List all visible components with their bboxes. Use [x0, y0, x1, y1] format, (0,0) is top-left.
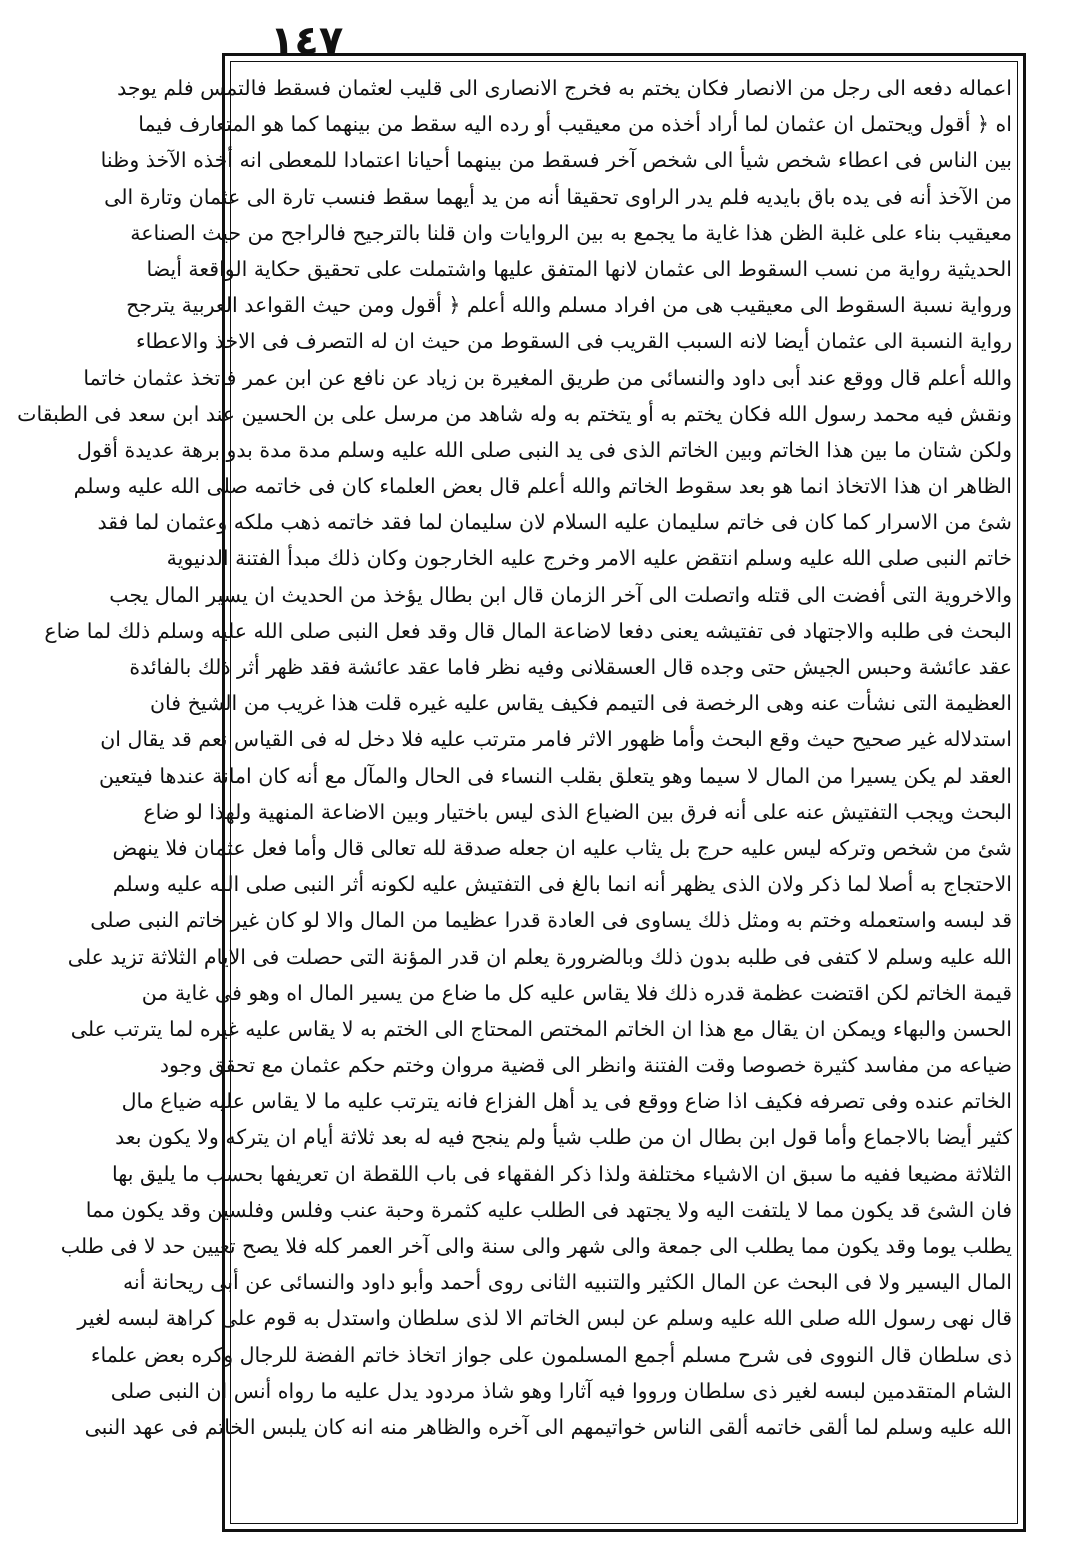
text-line: العقد لم يكن يسيرا من المال لا سيما وهو يتعلق بقلب النساء فى الحال والمآل مع أنه كان امانة عندها فيتعين — [98, 763, 1012, 788]
text-line: كثير أيضا بالاجماع وأما قول ابن بطال ان من طلب شيأ ولم ينجح فيه له بعد ثلاثة أيام ان يتركه ولا يكون بعد — [115, 1125, 1012, 1150]
text-line: قد لبسه واستعمله وختم به ومثل ذلك يساوى فى العادة قدرا عظيما من المال والا لو كان غير خاتم النبى صلى — [90, 908, 1012, 933]
text-line: البحث ويجب التفتيش عنه على أنه فرق بين الضياع الذى ليس باختيار وبين الاضاعة المنهية ولهذا لو ضاع — [143, 799, 1012, 824]
text-line: الله عليه وسلم لا كتفى فى طلبه بدون ذلك وبالضرورة يعلم ان قدر المؤنة التى حصلت فى الايام الثلاثة تزيد على — [67, 944, 1012, 969]
page-number: ١٤٧ — [270, 18, 344, 64]
text-line: خاتم النبى صلى الله عليه وسلم انتقض عليه الامر وخرج عليه الخارجون وكان ذلك مبدأ الفتنة الدنيوية — [166, 546, 1012, 571]
text-line: فان الشئ قد يكون مما لا يلتفت اليه ولا يجتهد فى الطلب عليه كثمرة وحبة عنب وفلس وفلسين وقد يكون مما — [85, 1197, 1012, 1222]
text-line: ولكن شتان ما بين هذا الخاتم وبين الخاتم الذى فى يد النبى صلى الله عليه وسلم مدة مدة بدو برهة عديدة أقول — [76, 437, 1012, 462]
text-line: رواية النسبة الى عثمان أيضا لانه السبب القريب فى السقوط من حيث ان له التصرف فى الاخذ والاعطاء — [136, 329, 1012, 354]
text-line: معيقيب بناء على غلبة الظن هذا غاية ما يجمع به بين الروايات وان قلنا بالترجيح فالراجح من حيث الصناعة — [130, 220, 1012, 245]
text-line: والاخروية التى أفضت الى قتله واتصلت الى آخر الزمان قال ابن بطال يؤخذ من الحديث ان يسير المال يجب — [109, 582, 1012, 607]
text-line: والله أعلم قال ووقع عند أبى داود والنسائى من طريق المغيرة بن زياد عن نافع عن ابن عمر فاتخذ عثمان خاتما — [83, 365, 1012, 390]
text-line: ورواية نسبة السقوط الى معيقيب هى من افراد مسلم والله أعلم ﴿ أقول ومن حيث القواعد العربية يترجح — [126, 293, 1012, 318]
text-line: شئ من شخص وتركه ليس عليه حرج بل يثاب عليه ان جعله صدقة لله تعالى قال وأما فعل عثمان فلا ينهض — [112, 835, 1012, 860]
text-line: اعماله دفعه الى رجل من الانصار فكان يختم به فخرج الانصارى الى قليب لعثمان فسقط فالتمس فلم يوجد — [117, 76, 1012, 100]
text-line: ونقش فيه محمد رسول الله فكان يختم به أو يتختم به وله شاهد من مرسل على بن الحسين عند ابن سعد فى الطبقات — [17, 401, 1012, 426]
text-line: الشام المتقدمين لبسه لغير ذى سلطان ورووا فيه آثارا وهو شاذ مردود يدل عليه ما رواه أنس ان النبى صلى — [110, 1378, 1012, 1403]
text-line: ذى سلطان قال النووى فى شرح مسلم أجمع المسلمون على جواز اتخاذ خاتم الفضة للرجال وكره بعض علماء — [90, 1342, 1012, 1367]
text-line: قال نهى رسول الله صلى الله عليه وسلم عن لبس الخاتم الا لذى سلطان واستدل به قوم على كراهة لبسه لغير — [77, 1306, 1012, 1331]
text-line: استدلاله غير صحيح حيث وقع البحث وأما ظهور الاثر فامر مترتب عليه فلا دخل له فى القياس نعم قد يقال ان — [100, 727, 1012, 752]
text-line: الله عليه وسلم لما ألقى خاتمه ألقى الناس خواتيمهم الى آخره والظاهر منه انه كان يلبس الخاتم فى عهد النبى — [84, 1414, 1012, 1439]
text-line: البحث فى طلبه والاجتهاد فى تفتيشه يعنى دفعا لاضاعة المال قال وقد فعل النبى صلى الله عليه وسلم ذلك لما ضاع — [44, 618, 1012, 643]
text-line: قيمة الخاتم لكن اقتضت عظمة قدره ذلك فلا يقاس عليه كل ما ضاع من يسير المال اه وهو فى غاية من — [141, 980, 1012, 1005]
text-line: من الآخذ أنه فى يده باق بايديه فلم يدر الراوى تحقيقا أنه من يد أيهما سقط فنسب تارة الى عثمان وتارة الى — [104, 184, 1012, 209]
text-line: المال اليسير ولا فى البحث عن المال الكثير والتنبيه الثانى روى أحمد وأبو داود والنسائى عن أبى ريحانة أنه — [123, 1270, 1012, 1295]
text-line: ضياعه من مفاسد كثيرة خصوصا وقت الفتنة وانظر الى قضية مروان وختم حكم عثمان مع تحقق وجود — [159, 1053, 1012, 1078]
text-line: الخاتم عنده وفى تصرفه فكيف اذا ضاع ووقع فى يد أهل الفزاع فانه يترتب عليه ما لا يقاس عليه ضياع مال — [121, 1089, 1012, 1114]
text-line: عقد عائشة وحبس الجيش حتى وجده قال العسقلانى وفيه نظر فاما عقد عائشة فقد ظهر أثر ذلك بالفائدة — [129, 655, 1012, 679]
text-line: بين الناس فى اعطاء شخص شيأ الى شخص آخر فسقط من بينهما أحيانا اعتمادا للمعطى انه أخذه الآخذ وظنا — [100, 148, 1012, 173]
text-line: الظاهر ان هذا الاتخاذ انما هو بعد سقوط الخاتم والله أعلم قال بعض العلماء كان فى خاتمه صلى الله عليه وسلم — [73, 474, 1012, 499]
text-line: العظيمة التى نشأت عنه وهى الرخصة فى التيمم فكيف يقاس عليه غيره قلت هذا غريب من الشيخ فان — [149, 691, 1012, 716]
text-block — [17, 70, 1012, 1520]
text-line: يطلب يوما وقد يكون مما يطلب الى جمعة والى شهر والى سنة والى آخر العمر كله فلا يصح تعيين حد لا فى طلب — [60, 1234, 1012, 1258]
text-line: اه ﴿ أقول ويحتمل ان عثمان لما أراد أخذه من معيقيب أو رده اليه سقط من بينهما كما هو المتعارف فيما — [138, 112, 1012, 137]
text-line: شئ من الاسرار كما كان فى خاتم سليمان عليه السلام لان سليمان لما فقد خاتمه ذهب ملكه وعثمان لما فقد — [97, 510, 1012, 535]
text-line: الاحتجاج به أصلا لما ذكر ولان الذى يظهر أنه انما بالغ فى التفتيش عليه لكونه أثر النبى صلى الله عليه وسلم — [112, 872, 1012, 897]
text-line: الحسن والبهاء ويمكن ان يقال مع هذا ان الخاتم المختص المحتاج الى الختم به لا يقاس عليه غيره لما يترتب على — [70, 1016, 1012, 1041]
text-line: الثلاثة مضيعا ففيه ما سبق ان الاشياء مختلفة ولذا ذكر الفقهاء فى باب اللقطة ان تعريفها بحسب ما يليق بها — [112, 1161, 1012, 1186]
text-line: الحديثية رواية من نسب السقوط الى عثمان لانها المتفق عليها واشتملت على تحقيق حكاية الواقعة أيضا — [146, 256, 1012, 281]
